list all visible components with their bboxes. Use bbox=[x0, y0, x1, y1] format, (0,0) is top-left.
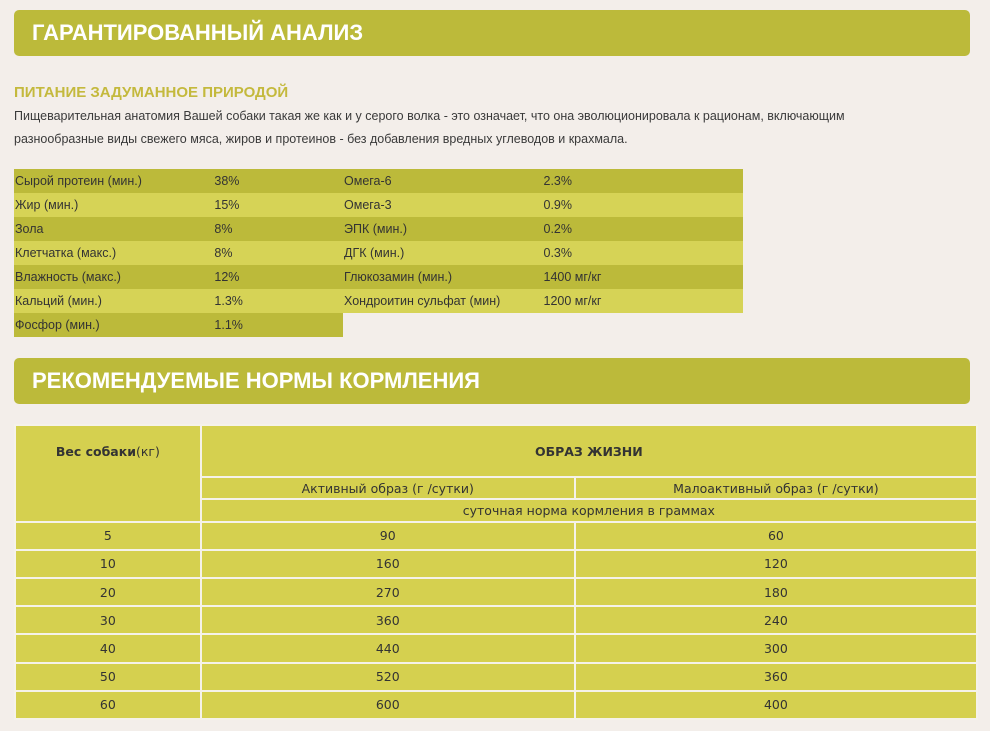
weight-cell: 30 bbox=[15, 606, 201, 634]
active-cell: 600 bbox=[201, 691, 575, 719]
nutrient-value: 0.2% bbox=[543, 222, 572, 236]
intro-paragraph bbox=[14, 105, 944, 151]
nutrient-value: 12% bbox=[214, 270, 240, 284]
norm-note: суточная норма кормления в граммах bbox=[201, 499, 977, 521]
nutrient-value: 1.3% bbox=[214, 294, 243, 308]
table-row bbox=[15, 663, 977, 691]
inactive-header: Малоактивный образ (г /сутки) bbox=[575, 477, 977, 499]
nutrient-value: 8% bbox=[214, 246, 233, 260]
nutrient-value: 38% bbox=[214, 174, 240, 188]
table-row bbox=[15, 691, 977, 719]
active-cell: 440 bbox=[201, 634, 575, 662]
weight-cell: 50 bbox=[15, 663, 201, 691]
nutrient-row bbox=[14, 265, 743, 289]
nutrient-label: Зола bbox=[15, 222, 44, 236]
nutrient-value: 0.3% bbox=[543, 246, 572, 260]
nutrient-row bbox=[14, 169, 743, 193]
nutrient-row bbox=[14, 313, 743, 337]
inactive-cell: 180 bbox=[575, 578, 977, 606]
feeding-header-row bbox=[15, 425, 977, 477]
nutrient-label: Глюкозамин (мин.) bbox=[344, 270, 453, 284]
intro-line: разнообразные виды свежего мяса, жиров и протеинов - без добавления вредных углеводов и крахмала. bbox=[14, 132, 628, 146]
lifestyle-header: ОБРАЗ ЖИЗНИ bbox=[201, 425, 977, 477]
nutrient-value: 2.3% bbox=[543, 174, 572, 188]
nutrient-value: 1200 мг/кг bbox=[543, 294, 602, 308]
feeding-table bbox=[14, 424, 978, 720]
analysis-section-title: ГАРАНТИРОВАННЫЙ АНАЛИЗ bbox=[32, 20, 364, 45]
nutrient-label: Клетчатка (макс.) bbox=[15, 246, 117, 260]
table-row bbox=[15, 550, 977, 578]
nutrient-label: Влажность (макс.) bbox=[15, 270, 121, 284]
inactive-cell: 240 bbox=[575, 606, 977, 634]
active-header: Активный образ (г /сутки) bbox=[201, 477, 575, 499]
nutrient-value: 15% bbox=[214, 198, 240, 212]
inactive-cell: 360 bbox=[575, 663, 977, 691]
feeding-section-title: РЕКОМЕНДУЕМЫЕ НОРМЫ КОРМЛЕНИЯ bbox=[32, 368, 480, 393]
nutrient-label: ЭПК (мин.) bbox=[344, 222, 408, 236]
nutrient-row bbox=[14, 289, 743, 313]
weight-cell: 20 bbox=[15, 578, 201, 606]
nutrient-value: 8% bbox=[214, 222, 233, 236]
inactive-cell: 60 bbox=[575, 522, 977, 550]
active-cell: 520 bbox=[201, 663, 575, 691]
weight-cell: 40 bbox=[15, 634, 201, 662]
nutrient-label: Кальций (мин.) bbox=[15, 294, 102, 308]
nutrient-row bbox=[14, 217, 743, 241]
table-row bbox=[15, 634, 977, 662]
nutrient-label: Омега-6 bbox=[344, 174, 392, 188]
nutrient-label: Сырой протеин (мин.) bbox=[15, 174, 142, 188]
nutrient-row bbox=[14, 193, 743, 217]
weight-header bbox=[15, 425, 201, 522]
nutrient-label: ДГК (мин.) bbox=[344, 246, 405, 260]
active-cell: 160 bbox=[201, 550, 575, 578]
nutrient-row bbox=[14, 241, 743, 265]
analysis-section-banner bbox=[14, 10, 970, 56]
inactive-cell: 120 bbox=[575, 550, 977, 578]
inactive-cell: 400 bbox=[575, 691, 977, 719]
active-cell: 90 bbox=[201, 522, 575, 550]
intro-subtitle: ПИТАНИЕ ЗАДУМАННОЕ ПРИРОДОЙ bbox=[14, 84, 289, 101]
weight-header-label: Вес собаки bbox=[55, 444, 136, 459]
active-cell: 360 bbox=[201, 606, 575, 634]
table-row bbox=[15, 522, 977, 550]
nutrient-label: Жир (мин.) bbox=[15, 198, 79, 212]
nutrient-value: 0.9% bbox=[543, 198, 572, 212]
weight-cell: 60 bbox=[15, 691, 201, 719]
nutrient-value: 1400 мг/кг bbox=[543, 270, 602, 284]
nutrient-label: Омега-3 bbox=[344, 198, 392, 212]
table-row bbox=[15, 606, 977, 634]
feeding-section-banner bbox=[14, 358, 970, 404]
intro-line: Пищеварительная анатомия Вашей собаки такая же как и у серого волка - это означает, что она эволюционировала к рационам, включающим bbox=[14, 109, 845, 123]
table-row bbox=[15, 578, 977, 606]
inactive-cell: 300 bbox=[575, 634, 977, 662]
nutrient-value: 1.1% bbox=[214, 318, 243, 332]
weight-cell: 5 bbox=[15, 522, 201, 550]
nutrient-table bbox=[14, 169, 743, 337]
nutrient-label: Хондроитин сульфат (мин) bbox=[344, 294, 501, 308]
nutrient-label: Фосфор (мин.) bbox=[15, 318, 100, 332]
active-cell: 270 bbox=[201, 578, 575, 606]
weight-cell: 10 bbox=[15, 550, 201, 578]
weight-header-unit: (кг) bbox=[135, 444, 160, 459]
